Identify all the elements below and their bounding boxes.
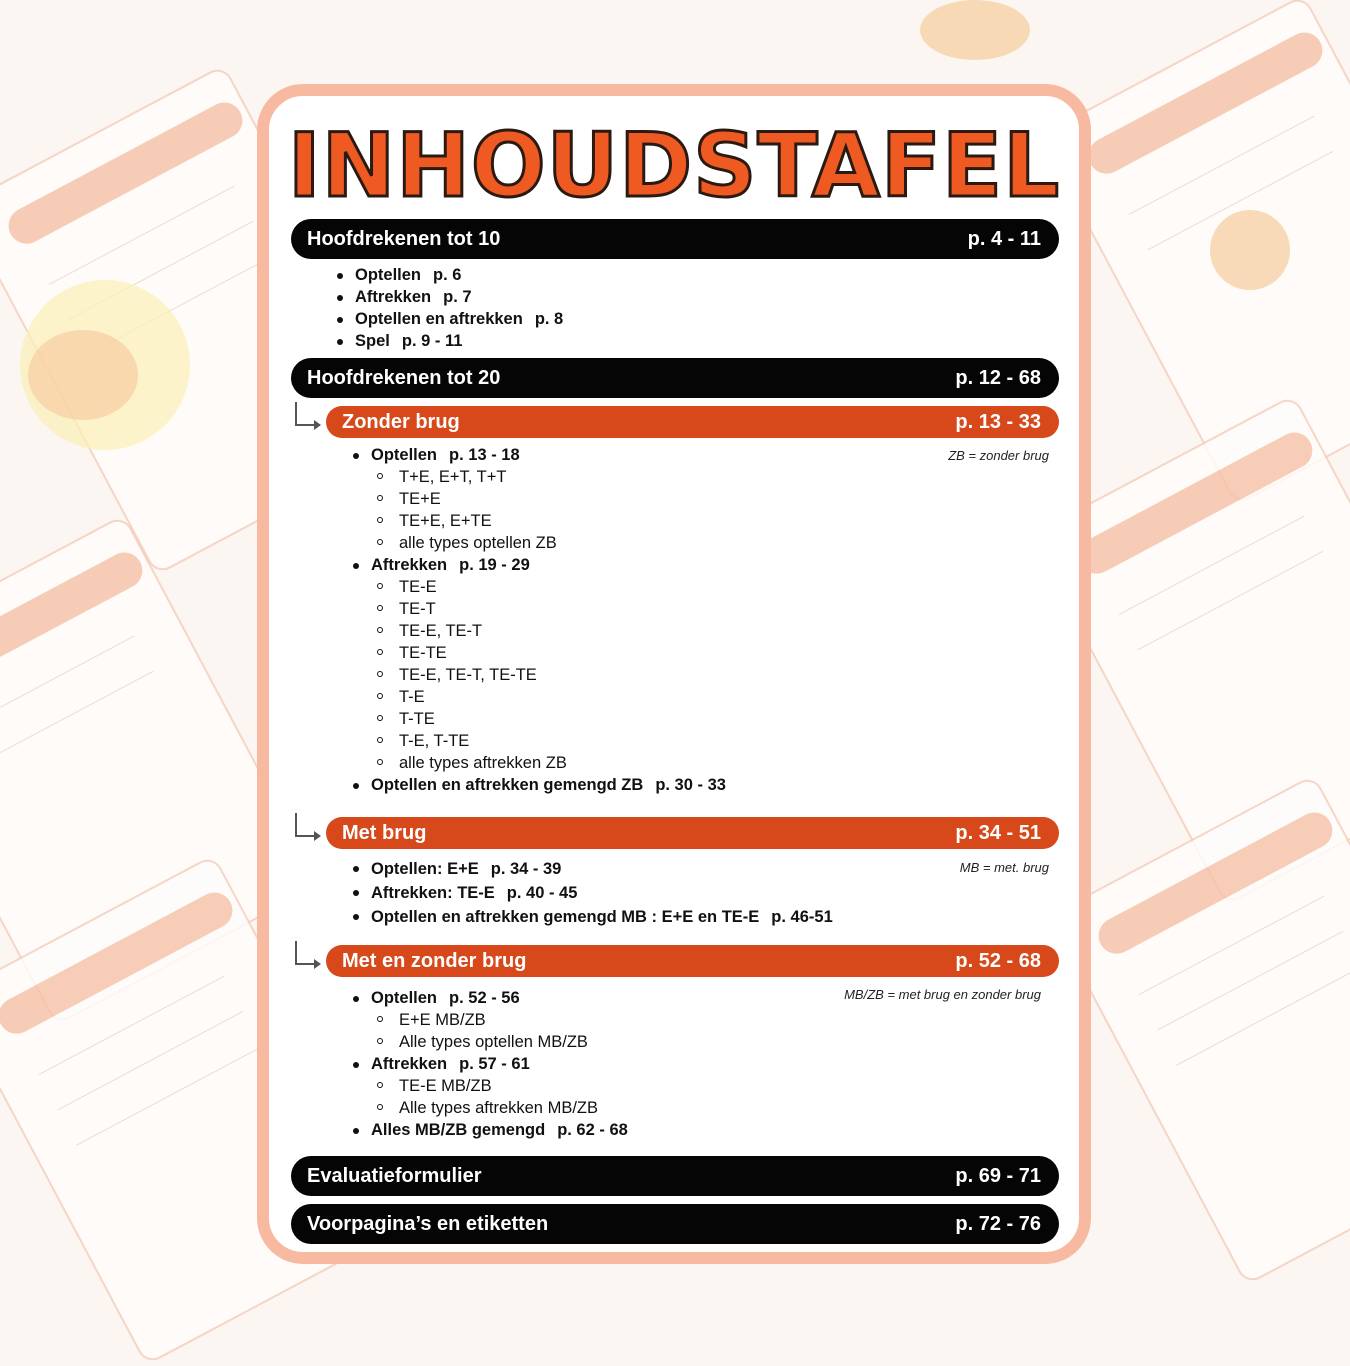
list-item[interactable]: Optellen p. 6 [333, 264, 563, 286]
sub-item[interactable]: E+E MB/ZB [349, 1009, 628, 1031]
arrow-icon [295, 402, 317, 426]
abbreviation-note: ZB = zonder brug [948, 448, 1049, 463]
page-title: INHOUDSTAFEL [287, 114, 1061, 217]
section-label: Hoofdrekenen tot 20 [307, 366, 501, 389]
section-pages: p. 12 - 68 [955, 366, 1041, 389]
sub-item[interactable]: TE-E MB/ZB [349, 1075, 628, 1097]
section-bar-evaluatieformulier[interactable] [291, 1156, 1059, 1196]
arrow-icon [295, 941, 317, 965]
sub-item[interactable]: TE-TE [349, 642, 726, 664]
subsection-bar-met-en-zonder-brug[interactable] [326, 945, 1059, 977]
list-item[interactable]: Alles MB/ZB gemengd p. 62 - 68 [349, 1119, 628, 1141]
list-item[interactable]: Optellen en aftrekken gemengd ZB p. 30 - 33 [349, 774, 726, 796]
subsection-label: Zonder brug [342, 410, 460, 433]
arrow-icon [295, 813, 317, 837]
abbreviation-note: MB/ZB = met brug en zonder brug [844, 987, 1041, 1002]
list-item[interactable]: Optellen: E+E p. 34 - 39 [349, 857, 833, 881]
sub-item[interactable]: T-TE [349, 708, 726, 730]
pumpkin-illustration [28, 330, 138, 420]
sub-item[interactable]: TE-E, TE-T, TE-TE [349, 664, 726, 686]
sub-item[interactable]: TE+E, E+TE [349, 510, 726, 532]
list-zonder-brug [349, 444, 726, 796]
list-item[interactable]: Aftrekken p. 19 - 29 [349, 554, 726, 576]
subsection-label: Met en zonder brug [342, 949, 527, 972]
sub-item[interactable]: alle types aftrekken ZB [349, 752, 726, 774]
list-item[interactable]: Aftrekken: TE-E p. 40 - 45 [349, 881, 833, 905]
list-met-brug [349, 857, 833, 929]
list-item[interactable]: Aftrekken p. 57 - 61 [349, 1053, 628, 1075]
list-item[interactable]: Optellen en aftrekken gemengd MB : E+E en TE-E p. 46-51 [349, 905, 833, 929]
sub-item[interactable]: T+E, E+T, T+T [349, 466, 726, 488]
abbreviation-note: MB = met. brug [959, 860, 1049, 875]
sub-item[interactable]: alle types optellen ZB [349, 532, 726, 554]
subsection-label: Met brug [342, 821, 427, 844]
sub-item[interactable]: TE-T [349, 598, 726, 620]
subsection-pages: p. 34 - 51 [955, 821, 1041, 844]
subsection-pages: p. 52 - 68 [955, 949, 1041, 972]
pumpkin-illustration [1210, 210, 1290, 290]
background-sheet [1049, 774, 1350, 1286]
section-bar-tot-10[interactable] [291, 219, 1059, 259]
section-label: Evaluatieformulier [307, 1164, 482, 1187]
section-pages: p. 69 - 71 [955, 1164, 1041, 1187]
list-item[interactable]: Optellen p. 52 - 56 [349, 987, 628, 1009]
section-bar-voorpaginas[interactable] [291, 1204, 1059, 1244]
subsection-pages: p. 13 - 33 [955, 410, 1041, 433]
subsection-bar-zonder-brug[interactable] [326, 406, 1059, 438]
list-item[interactable]: Optellen p. 13 - 18 [349, 444, 726, 466]
list-item[interactable]: Optellen en aftrekken p. 8 [333, 308, 563, 330]
section-label: Voorpagina’s en etiketten [307, 1212, 549, 1235]
subsection-bar-met-brug[interactable] [326, 817, 1059, 849]
sub-item[interactable]: T-E [349, 686, 726, 708]
toc-card [257, 84, 1091, 1264]
sub-item[interactable]: Alle types aftrekken MB/ZB [349, 1097, 628, 1119]
list-item[interactable]: Aftrekken p. 7 [333, 286, 563, 308]
list-tot-10 [333, 264, 563, 352]
section-pages: p. 4 - 11 [967, 227, 1041, 250]
sub-item[interactable]: TE-E [349, 576, 726, 598]
sub-item[interactable]: TE-E, TE-T [349, 620, 726, 642]
pumpkin-illustration [920, 0, 1030, 60]
sub-item[interactable]: Alle types optellen MB/ZB [349, 1031, 628, 1053]
list-item[interactable]: Spel p. 9 - 11 [333, 330, 563, 352]
sub-item[interactable]: TE+E [349, 488, 726, 510]
section-pages: p. 72 - 76 [955, 1212, 1041, 1235]
sub-item[interactable]: T-E, T-TE [349, 730, 726, 752]
section-label: Hoofdrekenen tot 10 [307, 227, 501, 250]
list-met-en-zonder-brug [349, 987, 628, 1141]
section-bar-tot-20[interactable] [291, 358, 1059, 398]
